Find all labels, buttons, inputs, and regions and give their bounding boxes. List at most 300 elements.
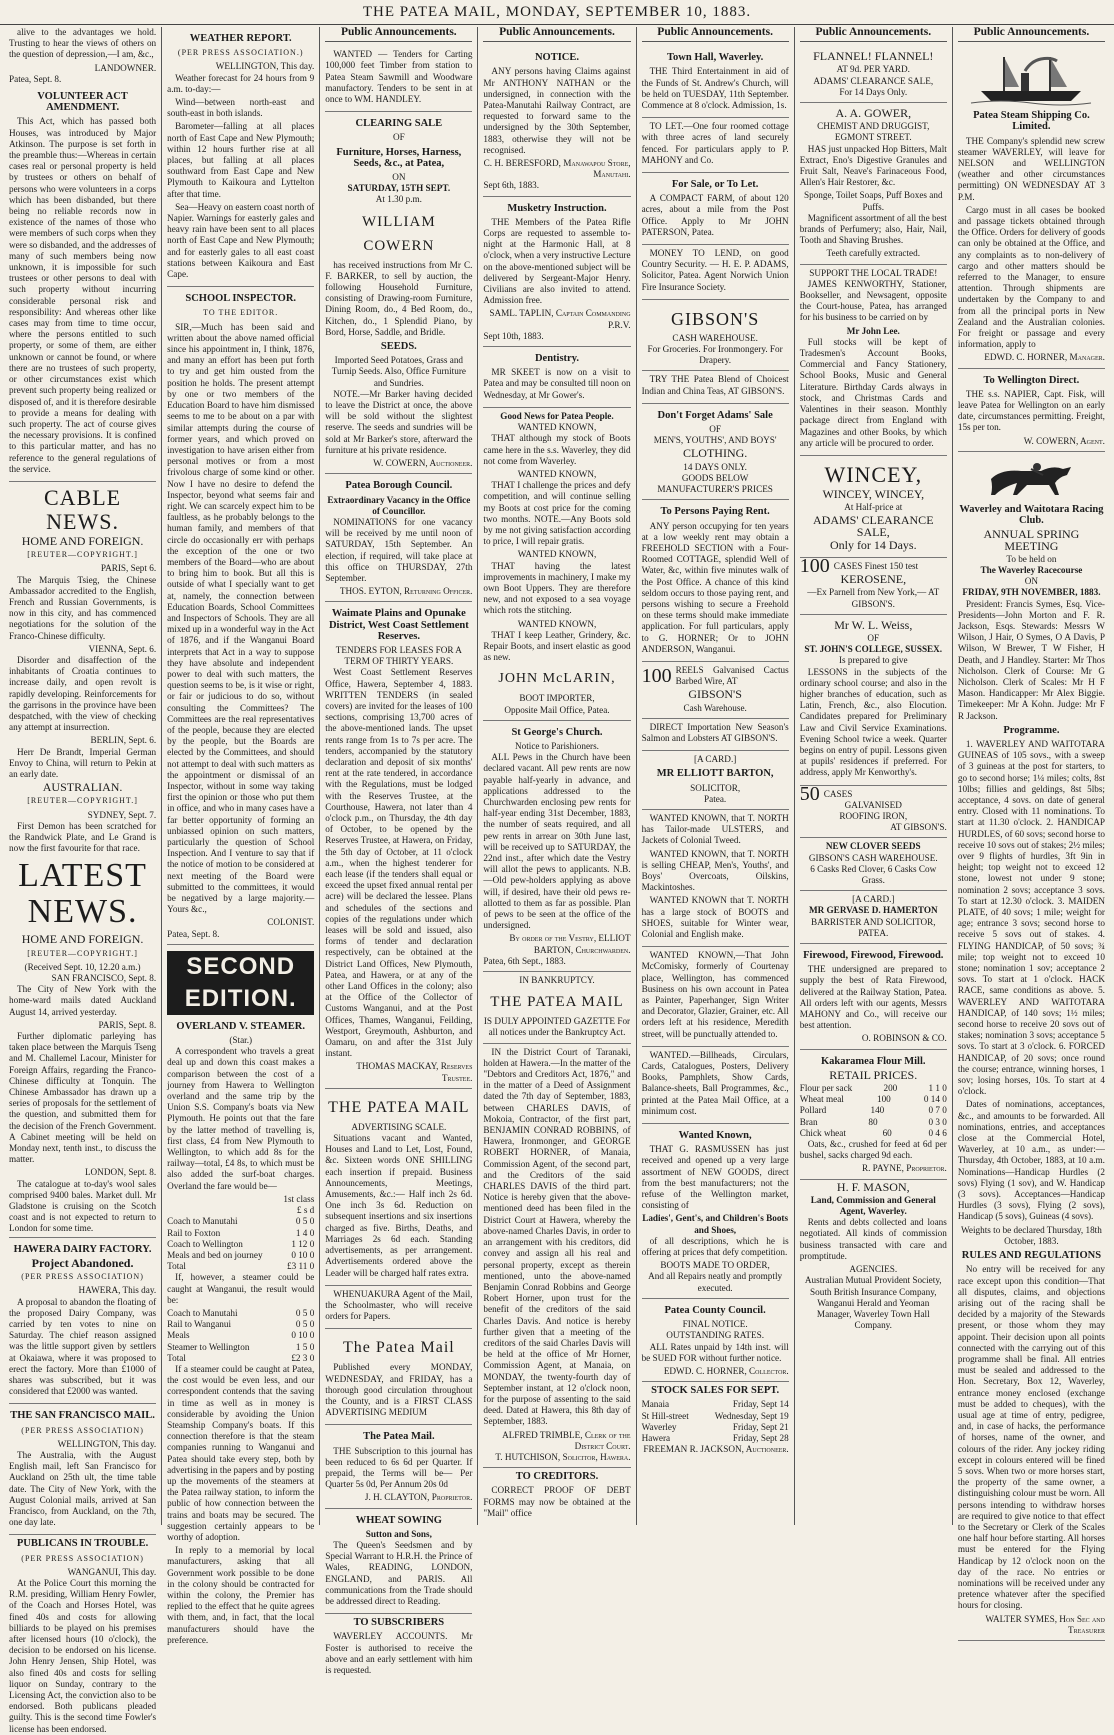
latest-news-heading: LATEST NEWS. — [18, 857, 147, 931]
rent-heading: To Persons Paying Rent. — [660, 506, 770, 518]
fifty-count: 50 — [799, 782, 820, 805]
sf-mail-text: The Australia, with the August English mail, left San Francisco for Auckland on 25th ult, the time table date. The City of New York, with the August Colonial mails, arrived at San Francisco, from Auckland, on the 7th, one day late. — [9, 1449, 157, 1528]
only-14-days: Only for 14 Days. — [829, 537, 917, 552]
intro-signature: LANDOWNER. — [94, 62, 157, 73]
price-row — [800, 1083, 947, 1094]
reuter-note-2: [REUTER—COPYRIGHT.] — [27, 796, 138, 806]
boot-importer: BOOT IMPORTER, — [519, 693, 595, 704]
sutton-heading: Sutton and Sons, — [365, 1528, 432, 1539]
wincey-heading: WINCEY, — [824, 461, 923, 487]
to-editor-note: TO THE EDITOR. — [203, 308, 279, 318]
column-6 — [795, 27, 953, 1525]
fourteen-days: 14 DAYS ONLY. — [683, 461, 747, 472]
subscription-text: THE Subscription to this journal has been reduced to 6s 6d per Quarter. If prepaid, the Terms will be— Per Quarter 5s 0d, Per Annum 20s 0d — [325, 1445, 473, 1490]
reels-count: 100 — [641, 664, 672, 687]
stock-sale-row-label: Waverley — [641, 1421, 677, 1432]
australian-heading: AUSTRALIAN. — [42, 780, 123, 795]
clover-heading: NEW CLOVER SEEDS — [825, 841, 921, 852]
to-let-ad: TO LET.—One four roomed cottage with three acres of land securely fenced. For particulars apply to P. MAHONY and Co. — [641, 121, 789, 165]
notice-date: Sept 6th, 1883. — [483, 180, 540, 191]
hamerton-place: PATEA. — [858, 927, 889, 938]
stock-sales-list — [642, 1399, 789, 1444]
waimate-heading: Waimate Plains and Opunake District, West Coast Settlement Reserves. — [328, 608, 469, 642]
egmont-street: EGMONT STREET. — [834, 132, 912, 143]
weather-text-1: Weather forecast for 24 hours from 9 a.m. to-day:— — [167, 72, 315, 94]
sydney-text: First Demon has been scratched for the Randwick Plate, and Le Grand is now the first favourite for that race. — [9, 820, 157, 854]
teeth-text: Teeth carefully extracted. — [826, 248, 921, 259]
sale-heading: For Sale, or To Let. — [671, 179, 759, 191]
fare-row — [167, 1319, 314, 1330]
napier-text: THE s.s. NAPIER, Capt. Fisk, will leave Patea for Wellington on an early date, circumstances permitting. Freight, 15s per ton. — [957, 388, 1105, 433]
price-lb: 140 — [870, 1105, 885, 1116]
wanted-known-1: WANTED KNOWN, — [517, 422, 597, 433]
fourteen-days-only: For 14 Days Only. — [839, 86, 908, 97]
programme-heading: Programme. — [1003, 724, 1060, 736]
mens-youths-boys: MEN'S, YOUTHS', AND BOYS' — [653, 435, 777, 446]
firewood-text: THE undersigned are prepared to supply the best of Rata Firewood, delivered at the Railway Station, Patea. All orders left with our agents, Messrs MAHONY and Co., will receive our best attention. — [799, 964, 947, 1031]
boots-made: BOOTS MADE TO ORDER, — [660, 1260, 770, 1271]
racecourse-name: The Waverley Racecourse — [980, 564, 1083, 575]
paris-text: The Marquis Tsieg, the Chinese Ambassador accredited to the English, French and Russian Governments, is now in this city, and has commenced negotiations for the solution of the Franco-Chinese difficulty. — [9, 574, 157, 641]
barton-signature: By order of the Vestry, ELLIOT BARTON, Churchwarden. — [509, 933, 631, 955]
agencies-heading: AGENCIES. — [849, 1264, 898, 1275]
stock-sale-row — [642, 1433, 789, 1444]
wellington-direct-heading: To Wellington Direct. — [983, 374, 1080, 386]
whenuakura-ad: WHENUAKURA Agent of the Mail, the Schoolmaster, who will receive orders for Papers. — [325, 1288, 473, 1322]
clearing-of: OF — [392, 132, 405, 143]
fare-row — [167, 1216, 314, 1227]
sale-date: SATURDAY, 15TH SEPT. — [347, 183, 451, 194]
race-date: FRIDAY, 9TH NOVEMBER, 1883. — [962, 587, 1101, 598]
county-heading: Patea County Council. — [664, 1304, 766, 1316]
price-p: 0 7 0 — [928, 1105, 947, 1116]
kakaramea-heading: Kakaramea Flour Mill. — [821, 1055, 926, 1067]
dateline-sydney: SYDNEY, Sept. 7. — [87, 809, 157, 820]
manufacturers-text: In reply to a memorial by local manufacturers, asking that all Government work possible to be done in the colony should be contracted for within the colony, the Premier has replied to the effect that he quite agrees with them, and, in fact, that the local manufacturers should have the preference. — [167, 1545, 315, 1645]
weather-heading: WEATHER REPORT. — [189, 33, 292, 44]
ladies-text: of all descriptions, which he is offering at prices that defy competition. — [641, 1235, 789, 1258]
fare-row-label: Steamer to Wellington — [167, 1341, 250, 1352]
town-hall-heading: Town Hall, Waverley. — [667, 52, 764, 64]
robinson-signature: O. ROBINSON & CO. — [861, 1033, 947, 1044]
town-hall-text: THE Third Entertainment in aid of the Funds of St. Andrew's Church, will be held on TUESDAY, 11th September. Commence at 8 o'clock. Admission, 1s. — [641, 66, 789, 111]
stock-sale-row-value: Friday, Sept 14 — [732, 1399, 789, 1410]
subscribers-heading: TO SUBSCRIBERS — [353, 1617, 445, 1629]
fare-row — [167, 1330, 314, 1341]
price-item: Bran — [799, 1116, 818, 1127]
stock-sales-heading: STOCK SALES FOR SEPT. — [651, 1385, 780, 1397]
home-foreign-heading: HOME AND FOREIGN. — [21, 533, 144, 548]
dairy-heading: HAWERA DAIRY FACTORY. — [13, 1243, 152, 1255]
column-5 — [637, 27, 795, 1525]
creditors-text: CORRECT PROOF OF DEBT FORMS may now be obtained at the "Mail" office — [483, 1485, 631, 1518]
chemist-heading: CHEMIST AND DRUGGIST, — [817, 121, 930, 132]
weiss-heading: Mr W. L. Weiss, — [834, 617, 913, 632]
wanted-known-3: WANTED KNOWN, — [517, 549, 597, 560]
fares-table-2 — [167, 1308, 314, 1353]
hamerton-card: [A CARD.] — [852, 894, 895, 905]
gibsons-cash-warehouse: GIBSON'S CASH WAREHOUSE. — [808, 852, 938, 863]
volunteer-text: This Act, which has passed both Houses, was introduced by Major Atkinson. The purpose is set forth in the preamble thus:—Whereas in certain cases real or personal property is held by trustees or others on behalf of persons who were volunteers in a corps which has been disbanded, but there being no reliable records now in existence of the names of those who were members of such corps when they were so disbanded, and the addresses of many of such members being now unknown, it is impossible for such trustees or other persons to deal with such property without incurring considerable personal risk and responsibility: And whereas other like cases may from time to time occur, where the persons entitled to such property, or some of them, are either unknown or cannot be found, or where there are no trustees of such property, or other circumstances exist which prevent such property being realized or disposed of, and it is therefore desirable to provide a means for dealing with such property. The act of course gives the necessary provisions. It is confined to this particular matter, and has no reference to the general regulations of the service. — [9, 116, 157, 474]
fare-row-value: 0 5 0 — [295, 1216, 315, 1227]
fare-row-label: Coach to Manutahi — [167, 1216, 238, 1227]
patea-mail-title: THE PATEA MAIL — [328, 1098, 470, 1116]
clothing-heading: CLOTHING. — [682, 446, 748, 461]
columns — [4, 26, 1110, 1734]
jackson-signature: FREEMAN R. JACKSON, Auctioneer. — [643, 1444, 789, 1455]
reels-row — [642, 665, 789, 687]
cowern-heading: WILLIAM COWERN — [362, 213, 436, 254]
taplin-date: Sept 10th, 1883. — [483, 330, 544, 341]
dairy-subheading: Project Abandoned. — [31, 1255, 134, 1270]
stock-sale-row-label: Manaia — [641, 1399, 670, 1410]
notice-text: ANY persons having Claims against Mr ANTHONY NATHAN or the undersigned, in connection with the Patea-Manutahi Railway Contract, are requested to forward same to the undersigned by the 30th September, 1883, otherwise they will not be recognised. — [483, 66, 631, 155]
barton-heading: MR ELLIOTT BARTON, — [656, 768, 774, 780]
fare-row-label: Rail to Foxton — [167, 1227, 221, 1238]
price-row — [800, 1128, 947, 1139]
seeds-heading: SEEDS. — [380, 341, 417, 353]
price-row — [800, 1117, 947, 1128]
fares-total-2: £2 3 0 — [291, 1352, 315, 1363]
stock-sale-row — [642, 1411, 789, 1422]
fare-row-label: Coach to Manutahi — [167, 1307, 238, 1318]
sf-mail-heading: THE SAN FRANCISCO MAIL. — [10, 1410, 155, 1422]
barton-solicitor: SOLICITOR, — [690, 782, 741, 793]
racing-club-heading: Waverley and Waitotara Racing Club. — [959, 503, 1104, 527]
north-ad-3: WANTED KNOWN that T. NORTH has a large stock of BOOTS and SHOES, suitable for Winter wear, Colonial and English make. — [641, 895, 789, 939]
price-row — [800, 1105, 947, 1116]
fare-row-label: Coach to Wellington — [167, 1238, 243, 1249]
fare-row — [167, 1228, 314, 1239]
cowern-text: has received instructions from Mr C. F. BARKER, to sell by auction, the following Household Furniture, consisting of Drawing-room Furniture, Dining Room, do., 4 Bed Room, do., Kitchen, do., 1 Splendid Piano, by Bord, Horse, Saddle, and Bridle. — [325, 259, 473, 337]
column-4-header: Public Announcements. — [483, 27, 630, 42]
second-edition-banner: SECOND EDITION. — [167, 951, 314, 1015]
wanted-known-2-text: THAT I challenge the prices and defy competition, and will continue selling my Boots at cost price for the coming two months. NOTE.—Any Boots sold by me not giving satisfaction according to price, I will repair gratis. — [483, 480, 631, 547]
race-programme: 1. WAVERLEY AND WAITOTARA GUINEAS of 105 sovs., with a sweep of 3 guineas at the post for starters, to go to second horse; 1¼ miles; colts, 8st 10lbs; fillies and geldings, 8st 5lbs; acceptance, 4 sovs. on date of general entry. Closed with 11 nominations. To start at 11.30 o'clock. 2. HANDICAP HURDLES, of 60 sovs; second horse to receive 10 sovs out of stakes; 2½ miles; over 9 flights of hurdles, 3ft 9in in height; top weight not to exceed 12 stone, lowest not under 9 stone; nomination 2 sovs; acceptance 3 sovs. To start at 12.30 o'clock. 3. MAIDEN PLATE, of 40 sovs; 1 mile; weight for age; entrance 3 sovs; second horse to receive 5 sovs out of stakes. 4. FLYING HANDICAP, of 50 sovs; ¾ mile; top weight not to exceed 10 stone; nomination 1 sov; acceptance 2 sovs. To start at 1 o'clock. HACK RACE, same conditions as above. 5. WAVERLEY AND WAITOTARA HANDICAP, of 140 sovs; 1½ miles; second horse to receive 20 sovs out of stakes; nomination 3 sovs; acceptance 5 sovs. To start at 3 o'clock. 6. FORCED HANDICAP, of 20 sovs; once round the course; entrance, winning horses, 1 sov; losing horses, 10s. To start at 4 o'clock. — [957, 738, 1105, 1097]
cowern-signature: W. COWERN, Auctioneer. — [373, 458, 473, 469]
adams-of: OF — [709, 424, 721, 435]
cable-news-heading: CABLE NEWS. — [44, 484, 122, 534]
star-source: (Star.) — [229, 1035, 253, 1046]
rates-text: ALL Rates unpaid by 14th inst. will be SUED FOR without further notice. — [641, 1341, 789, 1363]
price-lb: 80 — [868, 1116, 878, 1127]
borough-heading: Patea Borough Council. — [345, 480, 453, 492]
bankruptcy-heading: IN BANKRUPTCY. — [519, 975, 595, 986]
price-item: Chick wheat — [799, 1127, 846, 1138]
mclarin-address: Opposite Mail Office, Patea. — [504, 704, 610, 715]
per-yard: AT 9d. PER YARD. — [836, 64, 910, 75]
st-george-heading: St George's Church. — [511, 726, 603, 738]
stock-sale-row-value: Friday, Sept 21 — [732, 1421, 789, 1432]
inspector-heading: SCHOOL INSPECTOR. — [185, 293, 297, 305]
price-p: 1 1 0 — [928, 1083, 947, 1094]
church-text: ALL Pews in the Church have been declared vacant. All pew rents are now payable half-yearly in advance, and applications addressed to the Churchwarden enclosing pew rents for half-year ending 31st December, 1883, the number of seats required, and all pew rents in arrear on 30th June last, will be received up to SATURDAY, the 22nd inst., after which date the Vestry will allot the pews to applicants. N.B.—Old pew-holders applying as above will, if desired, have their old pews re-allotted to them as far as possible. Plan of pews to be seen at the office of the undersigned. — [483, 752, 631, 931]
adams-clearance: ADAMS' CLEARANCE SALE, — [813, 75, 934, 86]
weiss-of: OF — [867, 632, 880, 643]
fare-row-label: Meals and bed on journey — [167, 1249, 263, 1260]
stock-sale-row-value: Friday, Sept 28 — [732, 1432, 789, 1443]
stock-sale-row — [642, 1399, 789, 1410]
price-item: Wheat meal — [799, 1094, 844, 1105]
waimate-text: West Coast Settlement Reserves Office, Hawera, September 4, 1883. WRITTEN TENDERS (in sealed covers) are invited for the leases of 100 sections, comprising 13,700 acres of the above-mentioned lands. The upset rents range from 1s to 7s per acre. The tenders, accompanied by the statutory declaration and deposit of six months' rent at the rate tendered, in accordance with the Regulations, must be lodged with the Reserves Trustee, at the Courthouse, Hawera, not later than 4 o'clock p.m., on Thursday, the 4th day of October, to be opened by the Reserves Trustee, at Hawera, on Friday, the 5th day of October, at 11 o'clock a.m., when the highest tenderer for each lease (if the tenders shall equal or exceed the upset fixed annual rental per acre) will be declared the lessee. Plans and schedules of the sections and copies of the regulations under which leases will be sold and issued, also forms of tender and declaration respectively, can be obtained at the District Land Offices, New Plymouth, Patea, and Hawera, or at any of the other Land Offices in the colony; also at the Office of the Collector of Customs Wanganui, and at the Post Offices, Thames, Wanganui, Feilding, Westport, Greymouth, Ashburton, and Oamaru, on and after the 31st July instant. — [325, 667, 473, 1059]
kerosene-ex: —Ex Parnell from New York,— AT GIBSON'S. — [807, 587, 940, 609]
patea-mail-title-2: The Patea Mail — [342, 1339, 455, 1357]
payne-signature: R. PAYNE, Proprietor. — [861, 1163, 947, 1174]
horner-signature: EDWD. C. HORNER, Collector. — [663, 1365, 789, 1376]
lessons-text: LESSONS in the subjects of the ordinary school course; and also in the higher branches of education, such as Latin, French, &c., also Elocution. Candidates prepared for Preliminary Law and Civil Service Examinations. Evening School twice a week. Quarter begins on entry of pupil. Lessons given at pupils' residences if preferred. For address, apply Mr Kenworthy's. — [799, 666, 947, 778]
wanted-known-4-text: THAT I keep Leather, Grindery, &c. Repair Boots, and insert elastic as good as new. — [483, 629, 631, 663]
weather-text-4: Sea—Heavy on eastern coast north of Napier. Warnings for easterly gales and heavy rain have been sent to all places north of East Cape and New Plymouth; and for easterly gales to all east coast stations between Kaikoura and East Cape. — [167, 201, 315, 280]
published-text: Published every MONDAY, WEDNESDAY, and FRIDAY, has a thorough good circulation throughout the County, and is a FIRST CLASS ADVERTISING MEDIUM — [325, 1362, 473, 1418]
held-on: To be held on — [1006, 553, 1057, 564]
wincey-heading-2: WINCEY, WINCEY, — [822, 486, 925, 501]
annual-meeting-heading: ANNUAL SPRING MEETING — [983, 527, 1080, 553]
fifty-cases: CASES — [823, 788, 853, 799]
adams-clearance-2: ADAMS' CLEARANCE SALE, — [813, 513, 934, 539]
north-ad-2: WANTED KNOWN, that T. NORTH is selling CHEAP, Men's, Youths', and Boys' Overcoats, Oilskins, Mackintoshes. — [641, 848, 789, 893]
column-7 — [953, 26, 1110, 1635]
gower-heading: A. A. GOWER, — [835, 106, 912, 121]
price-row — [800, 1094, 947, 1105]
firewood-heading: Firewood, Firewood, Firewood. — [803, 950, 944, 962]
publicans-heading: PUBLICANS IN TROUBLE. — [16, 1538, 149, 1550]
received-note: (Received Sept. 10, 12.20 a.m.) — [24, 961, 141, 972]
sponge-text: Sponge, Toilet Soaps, Puff Boxes and Puffs. — [803, 190, 943, 212]
dateline-wellington: WELLINGTON, This day. — [57, 1438, 157, 1449]
fare-row — [167, 1308, 314, 1319]
fares-mid-text: If, however, a steamer could be caught at Wanganui, the result would be: — [167, 1272, 315, 1305]
stock-sale-row-label: Hawera — [641, 1432, 671, 1443]
direct-ad: DIRECT Importation New Season's Salmon and Lobsters AT GIBSON'S. — [641, 721, 789, 743]
racehorse-illustration — [971, 457, 1091, 501]
gibsons-heading-2: GIBSON'S — [688, 687, 742, 702]
dateline-paris: PARIS, Sept 6. — [100, 563, 157, 574]
sale-time: At 1.30 p.m. — [375, 194, 422, 205]
cash-warehouse: CASH WAREHOUSE. — [672, 332, 758, 343]
creditors-heading: TO CREDITORS. — [515, 1471, 599, 1483]
overland-heading: OVERLAND V. STEAMER. — [176, 1020, 305, 1032]
mason-heading: H. F. MASON, — [836, 1179, 910, 1194]
wanted-known-heading: Wanted Known, — [678, 1130, 752, 1142]
cowern-agent: W. COWERN, Agent. — [1023, 435, 1105, 446]
gibsons-lines: For Groceries. For Ironmongery. For Drapery. — [647, 344, 783, 366]
nominations-text: Dates of nominations, acceptances, &c., and amounts to be forwarded. All nominations, entries, and acceptances close at the Commercial Hotel, Waverley, at 10 a.m., as under:— Thursday, 4th October, 1883, at 10 a.m. Nominations—Handicap Hurdles (2 sovs) Flying (1 sov), and W. Handicap (3 sovs). Acceptances—Handicap Hurdles (3 sovs), Flying (2 sovs), Handicap (5 sovs), Guineas (4 sovs). — [957, 1099, 1105, 1222]
adv-scale-text: Situations vacant and Wanted, Houses and Land to Let, Lost, Found, &c. Sixteen words ONE SHILLING each insertion if prepaid. Business Announcements, Meetings, Amusements, &c.:— Half inch 2s 6d. One inch 3s 6d. Reduction on subsequent insertions and six insertions charged as five. Births, Deaths, and Marriages 2s 6d each. Standing advertisements, as per arrangement. Advertisements ordered above the Leader will be charged half rates extra. — [325, 1133, 473, 1278]
home-foreign-heading-2: HOME AND FOREIGN. — [21, 932, 144, 947]
oats-text: Oats, &c., crushed for feed at 6d per bushel, sacks charged 9d each. — [799, 1139, 947, 1161]
fares-class: 1st class — [283, 1193, 315, 1204]
price-p: 0 4 6 — [928, 1127, 947, 1138]
dateline-london: LONDON, Sept. 8. — [84, 1167, 157, 1178]
paris-text-2: Further diplomatic parleying has taken place between the Marquis Tseng and M. Challemel Lacour, Minister for Foreign Affairs, regarding the Franco-Chinese difficulty at Tonquin. The Chinese Ambassador has drawn up a series of proposals for the settlement of the question, and submitted them for the decision of the French Government. A Cabinet meeting will be held on Monday next, tenth inst., to discuss the matter. — [9, 1031, 157, 1165]
cases-count: 100 — [799, 554, 830, 577]
clayton-signature: J. H. CLAYTON, Proprietor. — [364, 1492, 473, 1503]
intro-text: alive to the advantages we hold. Trusting to hear the views of others on the question of depression,—I am, &c., — [9, 27, 157, 60]
fare-row-value: 0 10 0 — [291, 1249, 315, 1260]
support-heading: SUPPORT THE LOCAL TRADE! — [809, 267, 938, 278]
press-assoc-note: (PER PRESS ASSOCIATION) — [21, 1272, 144, 1282]
gibsons-heading: GIBSON'S — [671, 308, 760, 329]
inspector-date: Patea, Sept. 8. — [167, 928, 220, 939]
fare-row — [167, 1239, 314, 1250]
clearing-on: ON — [392, 172, 406, 183]
mccomisky-ad: WANTED KNOWN,—That John McComisky, formerly of Courtenay place, Wellington, has commenced Business on his own account in Patea as Painter, Paperhanger, Sign Writer and Decorator, Glazier, Grainer, etc. All orders left at his residence, Meredith street, will be punctually attended to. — [641, 950, 789, 1039]
overland-text: A correspondent who travels a great deal up and down this coast makes a comparison between the cost of a journey from Hawera to Wellington overland and the same trip by the Union S.S. Company's boats via New Plymouth. He points out that the fare by the latter method of travelling is, first class, £4 from New Plymouth to Wellington, to which add 8s for the railway—total, £4 8s, to which must be also added the surf-boat charges. Overland the fare would be— — [167, 1046, 315, 1191]
final-notice: FINAL NOTICE. — [682, 1319, 748, 1330]
retail-prices-heading: RETAIL PRICES. — [829, 1067, 918, 1082]
stock-sale-row-value: Wednesday, Sept 19 — [714, 1410, 789, 1421]
wanted-known-1-text: THAT although my stock of Boots came here in the s.s. Waverley, they did not come from Waverley. — [483, 433, 631, 466]
vacancy-heading: Extraordinary Vacancy in the Office of Councillor. — [327, 494, 471, 516]
billheads-ad: WANTED.—Billheads, Circulars, Cards, Catalogues, Posters, Delivery Books, Pamphlets, Show Cards, Balance-sheets, Ball Programmes, &c., printed at the Patea Mail Office, at a minimum cost. — [641, 1049, 789, 1116]
sf-text: The City of New York with the home-ward mails dated Auckland August 14, arrived yesterday. — [9, 984, 157, 1017]
dateline-wanganui: WANGANUI, This day. — [67, 1566, 157, 1577]
fares-total-2-row — [167, 1353, 314, 1364]
roofing-iron: ROOFING IRON, — [839, 810, 908, 821]
stock-sale-row-label: St Hill-street — [641, 1410, 689, 1421]
kerosene-row — [799, 554, 947, 577]
land-agent: Land, Commission and General Agent, Waverley. — [810, 1194, 936, 1217]
barker-note: NOTE.—Mr Barker having decided to leave the District at once, the above will be sold without the slightest reserve. The seeds and sundries will be sold at Mr Barker's store, afterward the furniture at his private residence. — [325, 388, 473, 455]
fares-total-1-row — [167, 1261, 314, 1272]
parishioners-heading: Notice to Parishioners. — [515, 740, 599, 751]
dateline-sf: SAN FRANCISCO, Sept. 8. — [51, 973, 157, 984]
price-item: Pollard — [799, 1105, 827, 1116]
at-gibsons: AT GIBSON'S. — [890, 822, 947, 833]
intro-date: Patea, Sept. 8. — [9, 73, 62, 84]
fare-row-value: 1 4 0 — [295, 1227, 315, 1238]
price-lb: 100 — [876, 1094, 891, 1105]
dateline-hawera: HAWERA, This day. — [78, 1285, 157, 1296]
money-ad: MONEY TO LEND, on good Country Security. — H. E. P. ADAMS, Solicitor, Patea. Agent Norwich Union Fire Insurance Society. — [641, 248, 789, 292]
musketry-text: THE Members of the Patea Rifle Corps are requested to assemble to-night at the Harmonic Hall, at 8 o'clock, when a very instructive Lecture on the above-mentioned subject will be delivered by Sergeant-Major Henry. Civilians are also invited to attend. Admission free. — [483, 216, 631, 306]
mason-text: Rents and debts collected and loans negotiated. All kinds of commission business transacted with care and promptitude. — [799, 1217, 947, 1261]
flannel-heading: FLANNEL! FLANNEL! — [813, 49, 934, 64]
weather-dateline: WELLINGTON, This day. — [215, 61, 315, 72]
column-1 — [4, 27, 162, 1734]
teas-ad: TRY THE Patea Blend of Choicest Indian and China Teas, AT GIBSON'S. — [641, 374, 789, 396]
weights-text: Weights to be declared Thursday, 18th October, 1883. — [960, 1224, 1102, 1246]
press-assoc-note-2: (PER PRESS ASSOCIATION) — [21, 1425, 144, 1435]
inspector-signature: COLONIST. — [267, 917, 315, 928]
bankruptcy-mail-text: IS DULY APPOINTED GAZETTE For all notices under the Bankruptcy Act. — [483, 1016, 631, 1038]
agencies-text: Australian Mutual Provident Society, South British Insurance Company, Wanganui Herald and Yeoman — [804, 1275, 942, 1308]
college-heading: ST. JOHN'S COLLEGE, SUSSEX. — [804, 644, 943, 655]
clearing-sale-heading: CLEARING SALE — [355, 118, 443, 130]
barton-card-label: [A CARD.] — [693, 754, 737, 765]
gower-text: HAS just unpacked Hop Bitters, Malt Extract, Eno's Digestive Granules and Fruit Salt, Neave's Farinaceous Food, Allen's Hair Restorer, &c. — [799, 143, 947, 188]
dateline-berlin: BERLIN, Sept. 6. — [90, 735, 157, 746]
column-5-header: Public Announcements. — [642, 27, 789, 42]
steam-shipping-heading: Patea Steam Shipping Co. Limited. — [973, 110, 1090, 133]
fare-row-value: 0 5 0 — [295, 1319, 315, 1330]
taplin-signature: SAML. TAPLIN, Captain Commanding P.R.V. — [489, 308, 631, 330]
price-lb: 200 — [883, 1083, 898, 1094]
hamerton-heading: MR GERVASE D. HAMERTON — [808, 905, 938, 916]
patea-mail-title-3: The Patea Mail. — [363, 1431, 435, 1443]
price-p: 0 3 0 — [928, 1116, 947, 1127]
court-text: IN the District Court of Taranaki, holden at Hawera.—In the matter of the "Debtors and Creditors Act, 1876," and in the matter of a Deed of Assignment dated the 7th day of September, 1883, between CHARLES DAVIS, of Mokoia, Contractor, of the first part, BENJAMIN CONRAD ROBBINS, of Hawera, Ironmonger, and GEORGE ROBERT HORNER, of Manaia, Commission Agent, of the second part, and the Creditors of the said CHARLES DAVIS of the third part. Notice is hereby given that the above-mentioned deed has been filed in the District Court at Hawera, whereby the above-named Charles Davis, in order to an arrangement with his creditors, did convey and assign all his real and personal property, except as therein mentioned, unto the above-named Benjamin Conrad Robbins and George Robert Horner, upon trust for the benefit of the creditors of the said Charles Davis. And notice is hereby further given that a meeting of the creditors of the said Charles Davis will be held at the office of Mr Horner, Commission Agent, at Manaia, on MONDAY, the twenty-fourth day of September instant, at 12 o'clock noon, for the purpose of assenting to the said deed. Dated at Hawera, this 8th day of September, 1883. — [483, 1046, 631, 1427]
cases-text: CASES Finest 150 test — [833, 560, 919, 571]
fare-row-label: Meals — [167, 1330, 190, 1341]
column-3-header: Public Announcements. — [325, 27, 472, 42]
fares-total-label: Total — [167, 1261, 186, 1272]
tenders-heading: TENDERS FOR LEASES FOR A TERM OF THIRTY YEARS. — [335, 644, 462, 667]
manager-text: Manager, Waverley Town Hall Company. — [816, 1308, 930, 1331]
rent-text: ANY person occupying for ten years at a low weekly rent may obtain a FREEHOLD SECTION with a Four-Roomed COTTAGE, splendid Well of Water, &c, within five minutes walk of the Post Office. A chance of this kind seldom occurs to those paying rent, and persons wishing to secure a Freehold on these terms should make immediate application. For full particulars, apply to G. HORNER; Or to JOHN ANDERSON, Wanganui. — [641, 520, 789, 654]
beresford-signature: C. H. BERESFORD, Manawapou Store, Manutahi. — [483, 158, 631, 180]
dairy-text: A proposal to abandon the floating of the proposed Dairy Company, was carried by ten votes to nine on Saturday. The chief reason assigned was the little support given by settlers at Okaiawa, where it was proposed to erect the factory. More than £1000 of shares was subscribed, but it was considered that £2000 was wanted. — [9, 1296, 157, 1397]
reuter-note: [REUTER—COPYRIGHT.] — [27, 550, 138, 560]
fare-row-value: 1 5 0 — [295, 1341, 315, 1352]
notice-heading: NOTICE. — [534, 52, 580, 64]
bankruptcy-mail-title: THE PATEA MAIL — [490, 994, 624, 1011]
inspector-text: SIR,—Much has been said and written about the above named official since his appointment in, I think, 1876, and many an effort has been put forth to try and get him ousted from the position he holds. The present attempt by one or two members of the Education Board to have him dismissed seems to me to be about on a par with similar attempts during the course of former years, and which proved on investigation to have arisen either from personal motives or from a most frivolous charge of some kind or other. Now I have no desire to defend the Inspector, beyond what seems fair and right. We can scarcely expect him to be faultless, as he probably belongs to the human family, and members of that circle do occasionally err with perhaps the exception of the one or two members of the Board—who are about to bring him to book. But all this is outside of what I specially want to get at, namely, the connection between Education Boards, School Committees and Inspectors of Schools. They are all mixed up in a wonderful way in the Act of 1876, and if the Wanganui Board interprets that Act in a way to suppose they have absolute and independent power to deal with such matters, the question seems to be, is it wise or right, or fair or judicious to do so, without consulting the Committees? The Committees are the real representatives of the people, because they are elected by the people, but the Boards are elected by the Committees, and should not attempt to deal with such matters as the appointment or dismissal of an Inspector, without in some way taking first the opinion or those who put them in office, and who in many cases have a far better opportunity of forming an unbiassed opinion on such matters, particularly the question of School Inspection. And I venture to say that if the notice of motion to be considered at next meeting of the Board were submitted to the committees, it would be negatived by a large majority.—Yours &c., — [167, 321, 315, 915]
wanted-known-4: WANTED KNOWN, — [517, 618, 597, 629]
kerosene-heading: KEROSENE, — [840, 572, 907, 587]
symes-signature: WALTER SYMES, Hon Sec and Treasurer — [985, 1613, 1105, 1635]
adams-sale-heading: Don't Forget Adams' Sale — [657, 409, 773, 421]
subscribers-text: WAVERLEY ACCOUNTS. Mr Foster is authorised to receive the above and an early settlement with him is requested. — [325, 1631, 473, 1675]
horner-manager: EDWD. C. HORNER, Manager. — [984, 352, 1105, 363]
half-price: At Half-price at — [844, 502, 903, 513]
racing-on: ON — [1024, 576, 1039, 587]
repairs-text: And all Repairs neatly and promptly executed. — [648, 1271, 783, 1293]
adv-scale-heading: ADVERTISING SCALE. — [351, 1121, 447, 1132]
seeds-text: Imported Seed Potatoes, Grass and Turnip Seeds. Also, Office Furniture and Sundries. — [331, 355, 466, 388]
fare-row — [167, 1250, 314, 1261]
musketry-heading: Musketry Instruction. — [507, 202, 607, 214]
prepared-text: Is prepared to give — [838, 655, 908, 666]
rules-heading: RULES AND REGULATIONS — [961, 1250, 1102, 1262]
column-6-header: Public Announcements. — [800, 27, 947, 42]
eyton-signature: THOS. EYTON, Returning Officer. — [339, 586, 473, 597]
clover-text: 6 Casks Red Clover, 6 Casks Cow Grass. — [810, 863, 937, 885]
berlin-text: Herr De Brandt, Imperial German Envoy to China, will return to Pekin at an early date. — [9, 746, 157, 779]
cash-warehouse-2: Cash Warehouse. — [683, 702, 747, 713]
dateline-vienna: VIENNA, Sept. 6. — [88, 643, 157, 654]
prices-table — [800, 1083, 947, 1139]
fares-total-label-2: Total — [167, 1352, 186, 1363]
fares-table-1 — [167, 1216, 314, 1261]
fare-row-value: 0 10 0 — [291, 1330, 315, 1341]
wanted-known-2: WANTED KNOWN, — [517, 468, 597, 479]
furniture-heading: Furniture, Horses, Harness, Seeds, &c., at Patea, — [336, 146, 462, 169]
fares-currency: £ s d — [296, 1205, 315, 1216]
column-7-header: Public Announcements. — [958, 27, 1105, 42]
overland-end-text: If a steamer could be caught at Patea, the cost would be even less, and our correspondent contends that the saving in time as well as in money is considerable by avoiding the Union Steamship Company's boats. If this connection therefore is that the steam companies running to Wanganui and Patea should take every step, both by advertising in the papers and by posting up the movements of the steamers at the Patea railway station, to inform the public of how connection between the trains and boats may be secured. The suggestion certainly appears to be worthy of adoption. — [167, 1363, 315, 1542]
reels-text: REELS Galvanised Cactus Barbed Wire, AT — [675, 664, 789, 687]
price-item: Flour per sack — [799, 1083, 853, 1094]
timber-ad: WANTED — Tenders for Carting 100,000 feet Timber from station to Patea Steam Sawmill and Woodware manufactory. Tenders to be sent in at once to WM. HANDLEY. — [325, 49, 473, 105]
kenworthy-stock-text: Full stocks will be kept of Tradesmen's Account Books, Commercial and Fancy Stationery, School Books, Music and General Literature. Birthday Cards always in stock, and Christmas Cards and Valentines in their season. Monthly package direct from England with Magazines and other Books, by which any article will be procured to order. — [799, 336, 947, 448]
wanted-known-3-text: THAT having the latest improvements in machinery, I make my own Boot Uppers. They are therefore new, and not exposed to a sea voyage which rots the stitching. — [483, 560, 631, 616]
mclarin-heading: JOHN McLARIN, — [498, 671, 616, 687]
borough-text: NOMINATIONS for one vacancy will be received by me until noon of SATURDAY, 15th September. An election, if required, will take place at this office on THURSDAY, 27th September. — [325, 516, 473, 583]
london-text: The catalogue at to-day's wool sales comprised 9400 bales. Market dull. Mr Gladstone is cruising on the Scotch coast and is not expected to return to London for some time. — [9, 1178, 157, 1234]
column-4 — [478, 27, 636, 1525]
weather-press-note: (PER PRESS ASSOCIATION.) — [177, 48, 304, 58]
race-officials: President: Francis Symes, Esq. Vice-Presidents—John Morton and F. R. Jackson, Esqs. Stewards: Messrs W Wilson, J Hair, O Symes, O A Davis, P Wilson, W Brewer, T W Fisher, H Death, and J Handley. Starter: Mr Thos Nicholson. Clerk of Course: Mr G Nicholson. Clerk of Scales: Mr H F Mason. Handicapper: Mr Alex Biggie. Timekeeper: Mr A Kohn. Judge: Mr F R Jackson. — [957, 598, 1105, 721]
galvanised: GALVANISED — [844, 799, 902, 810]
masthead: THE PATEA MAIL, MONDAY, SEPTEMBER 10, 1883. — [0, 0, 1114, 25]
fare-row — [167, 1342, 314, 1353]
ladies-heading: Ladies', Gent's, and Children's Boots and Shoes, — [642, 1213, 789, 1235]
column-2 — [162, 27, 320, 1645]
lee-heading: Mr John Lee. — [846, 325, 900, 336]
dentistry-text: MR SKEET is now on a visit to Patea and may be consulted till noon on Wednesday, at Mr Gower's. — [483, 367, 631, 400]
reuter-note-3: [REUTER—COPYRIGHT.] — [27, 948, 138, 958]
